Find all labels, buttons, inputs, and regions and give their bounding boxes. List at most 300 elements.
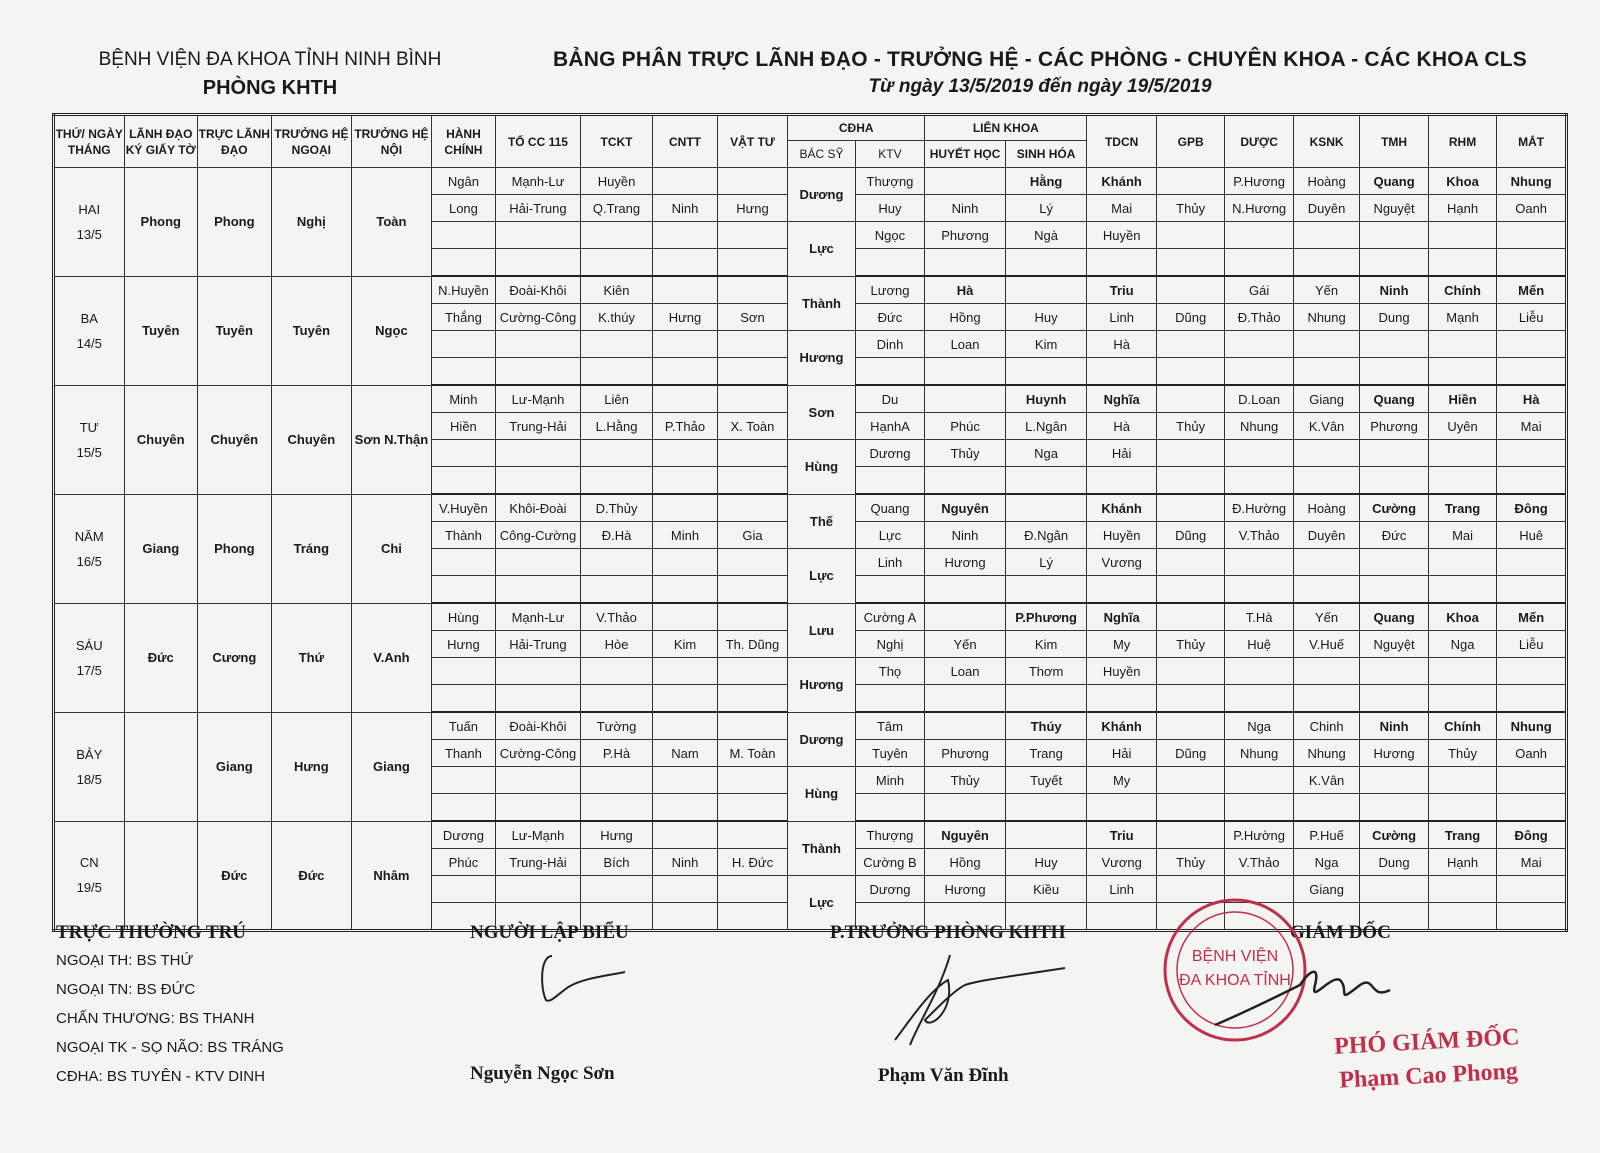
tocc-cell: Cường-Công (496, 304, 581, 331)
hc-cell (431, 331, 495, 358)
mat-cell: Hà (1497, 385, 1567, 413)
tmh-cell: Nguyệt (1360, 195, 1428, 222)
cntt-cell (653, 358, 717, 386)
giam-doc-name: Phạm Cao Phong (1338, 1058, 1519, 1094)
sh-cell: L.Ngân (1005, 413, 1087, 440)
ktv-cell (855, 358, 925, 386)
ksnk-cell (1293, 794, 1359, 822)
ktv-cell: Dương (855, 440, 925, 467)
th-ngoai-cell: Hưng (271, 712, 352, 821)
truc-ld-cell: Chuyên (198, 385, 272, 494)
gpb-cell (1156, 467, 1224, 495)
mat-cell (1497, 685, 1567, 713)
vattu-cell (717, 767, 788, 794)
col-lien-khoa: LIÊN KHOA (925, 115, 1087, 141)
hh-cell: Loan (925, 331, 1006, 358)
truc-ld-cell: Giang (198, 712, 272, 821)
tdcn-cell: Hà (1087, 331, 1157, 358)
rhm-cell (1428, 685, 1496, 713)
hh-cell: Nguyên (925, 494, 1006, 522)
hospital-header (60, 46, 480, 102)
gpb-cell (1156, 222, 1224, 249)
col-th-noi: TRƯỞNG HỆ NỘI (352, 115, 432, 168)
tckt-cell: Bích (580, 849, 653, 876)
tdcn-cell: Triu (1087, 276, 1157, 304)
truc-ld-cell: Cương (198, 603, 272, 712)
tckt-cell (580, 358, 653, 386)
truc-thuong-tru (56, 922, 284, 1091)
cntt-cell (653, 467, 717, 495)
mat-cell: Mai (1497, 413, 1567, 440)
tmh-cell (1360, 358, 1428, 386)
day-cell (54, 168, 125, 277)
col-ksnk: KSNK (1293, 115, 1359, 168)
cntt-cell (653, 331, 717, 358)
ksnk-cell (1293, 440, 1359, 467)
tocc-cell: Mạnh-Lư (496, 168, 581, 195)
tocc-cell (496, 331, 581, 358)
tckt-cell: Liên (580, 385, 653, 413)
tckt-cell: Hưng (580, 821, 653, 849)
mat-cell (1497, 467, 1567, 495)
duoc-cell: D.Loan (1225, 385, 1293, 413)
sh-cell (1005, 685, 1087, 713)
hh-cell (925, 385, 1006, 413)
tocc-cell (496, 876, 581, 903)
tckt-cell (580, 222, 653, 249)
tdcn-cell (1087, 685, 1157, 713)
hospital-name: BỆNH VIỆN ĐA KHOA TỈNH NINH BÌNH (98, 49, 442, 70)
vattu-cell (717, 385, 788, 413)
rhm-cell: Uyên (1428, 413, 1496, 440)
sh-cell (1005, 576, 1087, 604)
ksnk-cell: Nga (1293, 849, 1359, 876)
ksnk-cell (1293, 249, 1359, 277)
ksnk-cell (1293, 467, 1359, 495)
day-cell (54, 276, 125, 385)
hc-cell: V.Huyền (431, 494, 495, 522)
th-ngoai-cell: Nghị (271, 168, 352, 277)
cntt-cell: Nam (653, 740, 717, 767)
tmh-cell: Quang (1360, 168, 1428, 195)
tocc-cell (496, 794, 581, 822)
ksnk-cell (1293, 222, 1359, 249)
rhm-cell: Thủy (1428, 740, 1496, 767)
tmh-cell: Quang (1360, 385, 1428, 413)
mat-cell (1497, 549, 1567, 576)
stamp-line: BỆNH VIỆN (1191, 948, 1279, 965)
gpb-cell: Thủy (1156, 849, 1224, 876)
mat-cell: Đông (1497, 494, 1567, 522)
tdcn-cell: Hải (1087, 440, 1157, 467)
bac-sy-cell: Thế (788, 494, 855, 549)
tmh-cell (1360, 794, 1428, 822)
day-date: 14/5 (76, 335, 102, 351)
ksnk-cell (1293, 358, 1359, 386)
tocc-cell (496, 358, 581, 386)
tdcn-cell: Huyền (1087, 658, 1157, 685)
mat-cell (1497, 876, 1567, 903)
tmh-cell (1360, 876, 1428, 903)
cntt-cell: P.Thảo (653, 413, 717, 440)
mat-cell (1497, 767, 1567, 794)
duoc-cell (1225, 467, 1293, 495)
day-name: CN (79, 855, 99, 871)
hh-cell: Phúc (925, 413, 1006, 440)
vattu-cell: Hưng (717, 195, 788, 222)
sh-cell: Thơm (1005, 658, 1087, 685)
day-cell (54, 712, 125, 821)
mat-cell: Mai (1497, 849, 1567, 876)
tocc-cell: Cường-Công (496, 740, 581, 767)
tdcn-cell (1087, 467, 1157, 495)
ktv-cell: Dương (855, 876, 925, 903)
tocc-cell (496, 576, 581, 604)
table-row (54, 603, 1567, 631)
gpb-cell (1156, 358, 1224, 386)
col-cntt: CNTT (653, 115, 717, 168)
col-to-cc: TỔ CC 115 (496, 115, 581, 168)
vattu-cell (717, 685, 788, 713)
col-ld-ky: LÃNH ĐẠO KÝ GIẤY TỜ (124, 115, 198, 168)
ld-ky-cell: Phong (124, 168, 198, 277)
tdcn-cell: Mai (1087, 195, 1157, 222)
rhm-cell: Hạnh (1428, 849, 1496, 876)
ksnk-cell: Chinh (1293, 712, 1359, 740)
hh-cell: Hồng (925, 849, 1006, 876)
ld-ky-cell (124, 821, 198, 931)
duoc-cell (1225, 685, 1293, 713)
tmh-cell: Phương (1360, 413, 1428, 440)
day-date: 18/5 (76, 771, 102, 787)
duoc-cell (1225, 794, 1293, 822)
cntt-cell (653, 658, 717, 685)
sh-cell: Ngà (1005, 222, 1087, 249)
bac-sy-cell: Thành (788, 821, 855, 876)
tdcn-cell: Triu (1087, 821, 1157, 849)
hh-cell: Hương (925, 876, 1006, 903)
day-date: 17/5 (76, 662, 102, 678)
gpb-cell (1156, 767, 1224, 794)
tocc-cell: Lư-Mạnh (496, 821, 581, 849)
cntt-cell (653, 222, 717, 249)
mat-cell (1497, 358, 1567, 386)
duoc-cell: Đ.Thảo (1225, 304, 1293, 331)
tdcn-cell: Khánh (1087, 168, 1157, 195)
sh-cell: Huy (1005, 849, 1087, 876)
hc-cell: Thắng (431, 304, 495, 331)
tocc-cell: Hải-Trung (496, 195, 581, 222)
vattu-cell (717, 168, 788, 195)
tmh-cell: Cường (1360, 821, 1428, 849)
sh-cell: Kim (1005, 331, 1087, 358)
tckt-cell (580, 249, 653, 277)
col-duoc: DƯỢC (1225, 115, 1293, 168)
tckt-cell (580, 576, 653, 604)
day-name: HAI (78, 201, 101, 217)
tdcn-cell: Hà (1087, 413, 1157, 440)
ktv-cell (855, 249, 925, 277)
bac-sy-cell: Lực (788, 549, 855, 604)
cntt-cell (653, 767, 717, 794)
ksnk-cell: P.Huế (1293, 821, 1359, 849)
rhm-cell: Khoa (1428, 168, 1496, 195)
day-name: BA (80, 310, 98, 326)
vattu-cell (717, 603, 788, 631)
mat-cell: Đông (1497, 821, 1567, 849)
tdcn-cell: Nghĩa (1087, 385, 1157, 413)
day-date: 19/5 (76, 880, 102, 896)
sh-cell (1005, 494, 1087, 522)
col-truc-ld: TRỰC LÃNH ĐẠO (198, 115, 272, 168)
tmh-cell (1360, 467, 1428, 495)
col-vat-tu: VẬT TƯ (717, 115, 788, 168)
ktv-cell: Thượng (855, 821, 925, 849)
ld-ky-cell: Giang (124, 494, 198, 603)
tckt-cell (580, 440, 653, 467)
tckt-cell (580, 549, 653, 576)
gpb-cell (1156, 712, 1224, 740)
sh-cell: Tuyết (1005, 767, 1087, 794)
tocc-cell: Đoài-Khôi (496, 276, 581, 304)
cntt-cell (653, 712, 717, 740)
table-row (54, 276, 1567, 304)
col-mat: MẮT (1497, 115, 1567, 168)
tckt-cell: Hòe (580, 631, 653, 658)
rhm-cell (1428, 549, 1496, 576)
col-tdcn: TDCN (1087, 115, 1157, 168)
tckt-cell (580, 794, 653, 822)
truc-ld-cell: Phong (198, 168, 272, 277)
tckt-cell (580, 685, 653, 713)
tocc-cell: Trung-Hải (496, 849, 581, 876)
duoc-cell (1225, 549, 1293, 576)
ksnk-cell: Giang (1293, 385, 1359, 413)
duoc-cell: Nhung (1225, 740, 1293, 767)
hh-cell: Nguyên (925, 821, 1006, 849)
signature-icon (1210, 955, 1410, 1035)
ksnk-cell: V.Huế (1293, 631, 1359, 658)
truc-line: CHẤN THƯƠNG: BS THANH (56, 1010, 255, 1027)
tmh-cell (1360, 658, 1428, 685)
th-ngoai-cell: Chuyên (271, 385, 352, 494)
hc-cell: N.Huyền (431, 276, 495, 304)
hh-cell: Hương (925, 549, 1006, 576)
mat-cell (1497, 249, 1567, 277)
bac-sy-cell: Sơn (788, 385, 855, 440)
hh-cell (925, 249, 1006, 277)
tmh-cell (1360, 685, 1428, 713)
day-cell (54, 603, 125, 712)
mat-cell: Mến (1497, 276, 1567, 304)
ktv-cell: Huy (855, 195, 925, 222)
schedule-body (54, 168, 1567, 931)
tmh-cell: Ninh (1360, 712, 1428, 740)
tocc-cell: Lư-Mạnh (496, 385, 581, 413)
tocc-cell: Mạnh-Lư (496, 603, 581, 631)
stamp-line: ĐA KHOA TỈNH (1179, 972, 1291, 989)
duoc-cell: V.Thảo (1225, 849, 1293, 876)
tmh-cell (1360, 767, 1428, 794)
vattu-cell: Th. Dũng (717, 631, 788, 658)
giam-doc-title: GIÁM ĐỐC (1290, 922, 1391, 943)
day-name: TƯ (79, 419, 99, 435)
duoc-cell (1225, 249, 1293, 277)
tckt-cell: Đ.Hà (580, 522, 653, 549)
sh-cell (1005, 358, 1087, 386)
tocc-cell: Hải-Trung (496, 631, 581, 658)
hc-cell (431, 358, 495, 386)
rhm-cell (1428, 658, 1496, 685)
day-date: 16/5 (76, 553, 102, 569)
cntt-cell (653, 685, 717, 713)
ksnk-cell (1293, 685, 1359, 713)
giam-doc-signoff (1333, 1020, 1522, 1098)
hh-cell (925, 576, 1006, 604)
tocc-cell: Khôi-Đoài (496, 494, 581, 522)
col-gpb: GPB (1156, 115, 1224, 168)
duoc-cell (1225, 767, 1293, 794)
hc-cell (431, 794, 495, 822)
nguoi-lap-bieu-name: Nguyễn Ngọc Sơn (470, 1063, 615, 1084)
tckt-cell: D.Thủy (580, 494, 653, 522)
tocc-cell (496, 467, 581, 495)
sh-cell: Lý (1005, 195, 1087, 222)
ktv-cell (855, 467, 925, 495)
mat-cell (1497, 222, 1567, 249)
rhm-cell: Mai (1428, 522, 1496, 549)
p-truong-phong-name: Phạm Văn Đĩnh (878, 1065, 1009, 1086)
gpb-cell (1156, 249, 1224, 277)
col-tmh: TMH (1360, 115, 1428, 168)
tdcn-cell: Linh (1087, 876, 1157, 903)
bac-sy-cell: Lực (788, 222, 855, 277)
day-date: 15/5 (76, 444, 102, 460)
hh-cell: Phương (925, 740, 1006, 767)
mat-cell (1497, 794, 1567, 822)
bac-sy-cell: Lưu (788, 603, 855, 658)
cntt-cell (653, 276, 717, 304)
cntt-cell (653, 576, 717, 604)
rhm-cell: Mạnh (1428, 304, 1496, 331)
hh-cell (925, 794, 1006, 822)
ktv-cell: Du (855, 385, 925, 413)
vattu-cell (717, 712, 788, 740)
hh-cell (925, 467, 1006, 495)
sh-cell: Trang (1005, 740, 1087, 767)
tmh-cell: Quang (1360, 603, 1428, 631)
tckt-cell (580, 876, 653, 903)
rhm-cell (1428, 222, 1496, 249)
col-day: THỨ/ NGÀY THÁNG (54, 115, 125, 168)
sh-cell (1005, 249, 1087, 277)
rhm-cell (1428, 767, 1496, 794)
tmh-cell: Dung (1360, 304, 1428, 331)
vattu-cell (717, 440, 788, 467)
ksnk-cell: Nhung (1293, 740, 1359, 767)
gpb-cell (1156, 603, 1224, 631)
duoc-cell (1225, 222, 1293, 249)
signature-icon (530, 948, 630, 1008)
hh-cell: Thủy (925, 440, 1006, 467)
hc-cell (431, 549, 495, 576)
bac-sy-cell: Dương (788, 168, 855, 222)
vattu-cell (717, 576, 788, 604)
th-noi-cell: Chi (352, 494, 432, 603)
vattu-cell (717, 276, 788, 304)
duoc-cell: Gái (1225, 276, 1293, 304)
sh-cell: Kim (1005, 631, 1087, 658)
ksnk-cell: K.Vân (1293, 413, 1359, 440)
tmh-cell: Hương (1360, 740, 1428, 767)
bac-sy-cell: Hương (788, 331, 855, 386)
day-name: NĂM (74, 528, 104, 544)
tdcn-cell (1087, 794, 1157, 822)
sh-cell: Huy (1005, 304, 1087, 331)
cntt-cell (653, 440, 717, 467)
date-range: Từ ngày 13/5/2019 đến ngày 19/5/2019 (868, 76, 1212, 97)
ksnk-cell: Giang (1293, 876, 1359, 903)
duty-schedule-table (52, 113, 1568, 932)
hc-cell: Minh (431, 385, 495, 413)
table-row (54, 385, 1567, 413)
cntt-cell: Ninh (653, 195, 717, 222)
tmh-cell (1360, 549, 1428, 576)
tmh-cell: Ninh (1360, 276, 1428, 304)
hc-cell: Phúc (431, 849, 495, 876)
tocc-cell: Trung-Hải (496, 413, 581, 440)
truc-ld-cell: Đức (198, 821, 272, 931)
vattu-cell: Gia (717, 522, 788, 549)
gpb-cell: Dũng (1156, 740, 1224, 767)
tckt-cell: K.thúy (580, 304, 653, 331)
tocc-cell (496, 440, 581, 467)
mat-cell: Oanh (1497, 740, 1567, 767)
tocc-cell (496, 658, 581, 685)
ktv-cell: Tuyên (855, 740, 925, 767)
rhm-cell: Hạnh (1428, 195, 1496, 222)
hc-cell: Long (431, 195, 495, 222)
col-bac-sy: BÁC SỸ (788, 141, 855, 168)
table-row (54, 712, 1567, 740)
department-name: PHÒNG KHTH (202, 77, 338, 99)
hh-cell: Hà (925, 276, 1006, 304)
gpb-cell (1156, 549, 1224, 576)
tmh-cell (1360, 331, 1428, 358)
vattu-cell: H. Đức (717, 849, 788, 876)
hc-cell (431, 467, 495, 495)
tdcn-cell: Linh (1087, 304, 1157, 331)
tdcn-cell: Hải (1087, 740, 1157, 767)
cntt-cell (653, 603, 717, 631)
hc-cell: Hưng (431, 631, 495, 658)
col-sinh-hoa: SINH HÓA (1005, 141, 1087, 168)
hh-cell: Ninh (925, 522, 1006, 549)
duoc-cell: T.Hà (1225, 603, 1293, 631)
ktv-cell: Cường B (855, 849, 925, 876)
th-ngoai-cell: Tráng (271, 494, 352, 603)
vattu-cell (717, 222, 788, 249)
ld-ky-cell: Đức (124, 603, 198, 712)
col-tckt: TCKT (580, 115, 653, 168)
ktv-cell: Dinh (855, 331, 925, 358)
hh-cell (925, 358, 1006, 386)
sh-cell: Nga (1005, 440, 1087, 467)
tocc-cell: Công-Cường (496, 522, 581, 549)
tocc-cell (496, 249, 581, 277)
tckt-cell: L.Hằng (580, 413, 653, 440)
th-ngoai-cell: Tuyên (271, 276, 352, 385)
